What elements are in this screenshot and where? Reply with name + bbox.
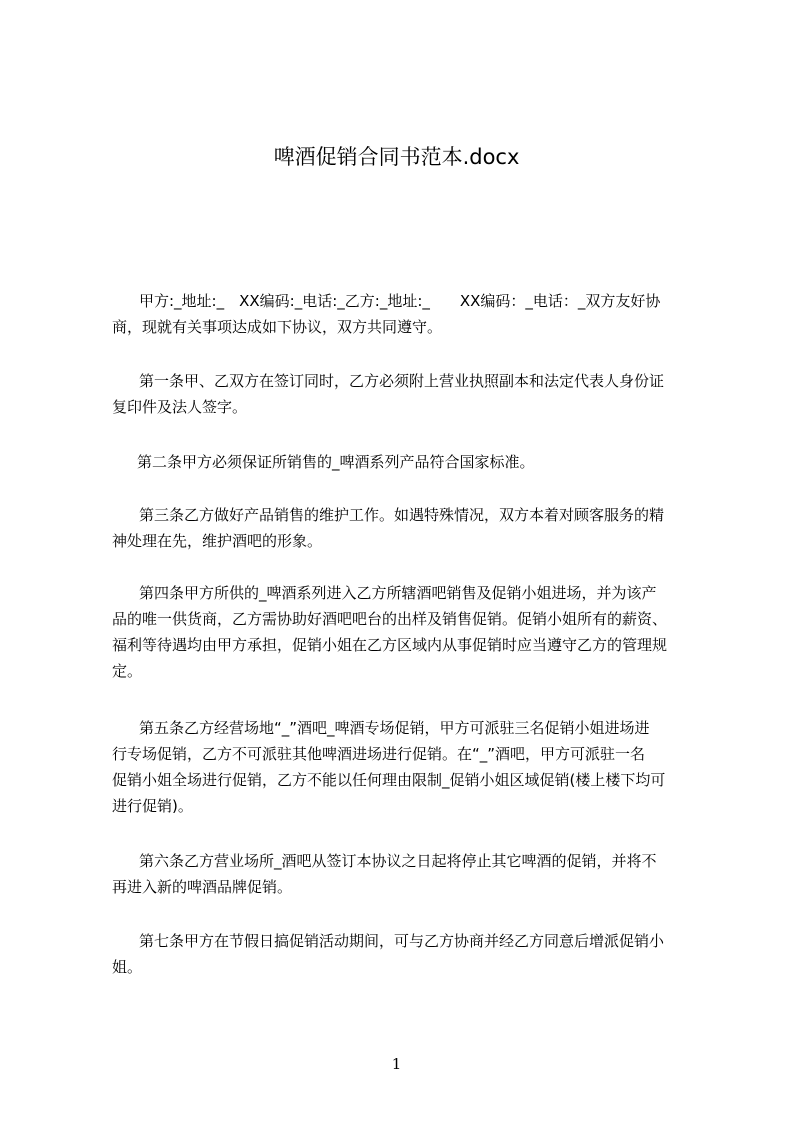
paragraph-line: 行专场促销，乙方不可派驻其他啤酒进场进行促销。在“_”酒吧，甲方可派驻一名 [112, 745, 646, 763]
paragraph-line: 复印件及法人签字。 [112, 398, 248, 416]
paragraph-line: 促销小姐全场进行促销，乙方不能以任何理由限制_促销小姐区域促销(楼上楼下均可 [112, 771, 666, 789]
paragraph-article-5 [112, 715, 716, 819]
paragraph-line: 进行促销)。 [112, 797, 193, 815]
paragraph-article-3 [112, 502, 716, 554]
document-title: 啤酒促销合同书范本.docx [273, 145, 520, 169]
paragraph-line: 商，现就有关事项达成如下协议，双方共同遵守。 [112, 318, 443, 336]
paragraph-line: 第三条乙方做好产品销售的维护工作。如遇特殊情况，双方本着对顾客服务的精 [139, 506, 665, 524]
paragraph-article-7 [112, 928, 716, 980]
paragraph-line: 第六条乙方营业场所_酒吧从签订本协议之日起将停止其它啤酒的促销，并将不 [139, 852, 657, 870]
paragraph-line: 第五条乙方经营场地“_”酒吧_啤酒专场促销，甲方可派驻三名促销小姐进场进 [139, 719, 650, 737]
paragraph-article-1 [112, 368, 716, 420]
page-number: 1 [391, 1055, 402, 1073]
paragraph-parties [112, 288, 716, 340]
paragraph-article-6 [112, 848, 716, 900]
paragraph-line: 定。 [112, 662, 143, 680]
paragraph-line: 甲方:_地址:_ XX编码:_电话:_乙方:_地址:_ XX编码：_电话：_双方友好协 [139, 292, 661, 310]
paragraph-line: 品的唯一供货商，乙方需协助好酒吧吧台的出样及销售促销。促销小姐所有的薪资、 [112, 610, 668, 628]
paragraph-line: 第四条甲方所供的_啤酒系列进入乙方所辖酒吧销售及促销小姐进场，并为该产 [139, 584, 657, 602]
paragraph-article-2 [112, 449, 716, 475]
paragraph-line: 第七条甲方在节假日搞促销活动期间，可与乙方协商并经乙方同意后增派促销小 [139, 932, 665, 950]
paragraph-article-4 [112, 580, 716, 684]
paragraph-line: 再进入新的啤酒品牌促销。 [112, 878, 293, 896]
paragraph-line: 第一条甲、乙双方在签订同时，乙方必须附上营业执照副本和法定代表人身份证 [139, 372, 665, 390]
paragraph-line: 福利等待遇均由甲方承担，促销小姐在乙方区域内从事促销时应当遵守乙方的管理规 [112, 636, 668, 654]
paragraph-line: 第二条甲方必须保证所销售的_啤酒系列产品符合国家标准。 [137, 453, 535, 471]
paragraph-line: 神处理在先，维护酒吧的形象。 [112, 532, 323, 550]
paragraph-line: 姐。 [112, 958, 143, 976]
